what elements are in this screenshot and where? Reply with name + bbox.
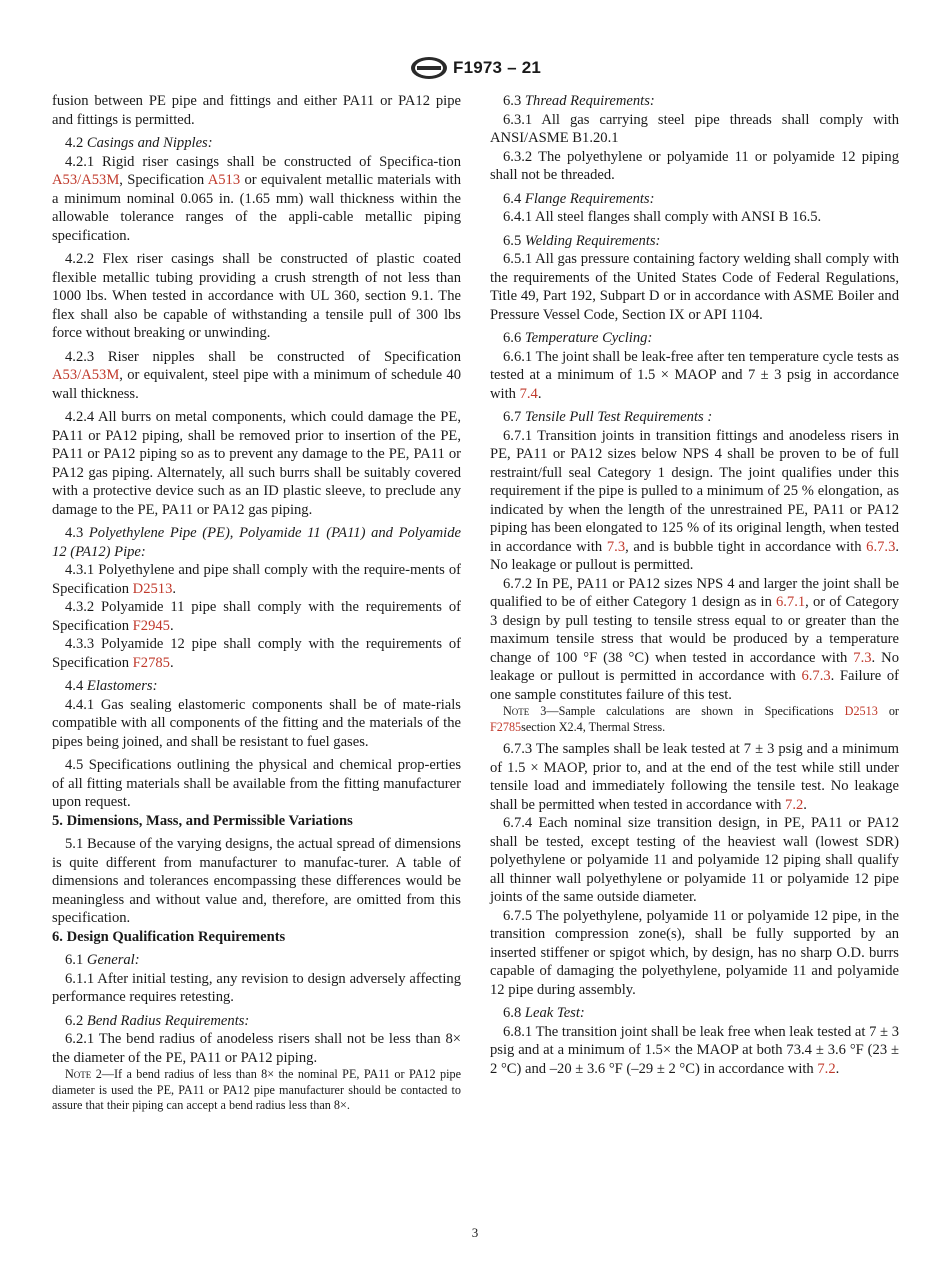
text: 6.7.2 In PE, PA11 or PA12 sizes NPS 4 and larger the joint shall be qualified to be of either Category 1 design as in xyxy=(490,575,899,610)
section-title: General: xyxy=(86,952,140,968)
paragraph-6-7-2 xyxy=(490,575,899,705)
paragraph-4-2-3 xyxy=(52,348,461,404)
text: , or of Category 3 design by pull testing to tensile stress equal to or greater than the maximum tensile stress that would be produced by a temperature change of 100 °F (38 °C) when tested in accordance with xyxy=(490,594,899,666)
reference-link[interactable]: 7.2 xyxy=(817,1060,836,1077)
text: . xyxy=(169,617,174,634)
reference-link[interactable]: 7.3 xyxy=(606,538,626,555)
reference-link[interactable]: 7.2 xyxy=(785,796,804,813)
text: . xyxy=(835,1060,840,1077)
section-number: 6.2 xyxy=(65,1012,84,1029)
section-title: Elastomers: xyxy=(86,678,158,694)
text: 4.3.2 Polyamide 11 pipe shall comply with the requirements of Specification xyxy=(52,599,461,634)
text: , and is bubble tight in accordance with xyxy=(625,538,867,555)
astm-logo xyxy=(409,56,449,80)
reference-link[interactable]: 6.7.3 xyxy=(801,668,831,684)
text: . xyxy=(537,385,542,402)
paragraph-6-2-1: 6.2.1 The bend radius of anodeless risers shall not be less than 8× the diameter of the PE, PA11 or PA12 piping. xyxy=(52,1031,461,1066)
note-label: Note 2 xyxy=(65,1067,102,1081)
text: . xyxy=(803,796,807,813)
text: 4.3.1 Polyethylene and pipe shall comply with the require-ments of Specification xyxy=(52,562,461,597)
paragraph-4-4-1: 4.4.1 Gas sealing elastomeric components shall be of mate-rials compatible with all components of the fitting and the materials of the pipes being joined, and shall be resistant to fuel gases. xyxy=(52,696,461,750)
reference-link[interactable]: 7.4 xyxy=(519,385,538,402)
reference-link[interactable]: A53/A53M xyxy=(52,367,120,383)
note-text: section X2.4, Thermal Stress. xyxy=(521,719,666,734)
page-number: 3 xyxy=(471,1225,479,1240)
section-number: 6.6 xyxy=(503,330,522,346)
reference-link[interactable]: 7.3 xyxy=(853,649,872,666)
text: 4.3.3 Polyamide 12 pipe shall comply with the requirements of Specification xyxy=(52,636,461,671)
text: 6.7.1 Transition joints in transition fittings and anodeless risers in PE, PA11 or PA12 sizes below NPS 4 shall be proven to be of full restraint/full seal Category 1 design. The joint qualifies under this requirement if the pipe is pulled to a minimum of 25 % elongation, as indicated by when the length of the unrestrained PE, PA11 or PA12 piping has been elongated to 125 % of its original length, when tested in accordance with xyxy=(490,427,899,555)
text: 6.6.1 The joint shall be leak-free after ten temperature cycle tests as tested at a minimum of 1.5 × MAOP and 7 ± 3 psig in accordance with xyxy=(490,348,899,402)
text: . xyxy=(169,654,174,671)
text: , or equivalent, steel pipe with a minimum of schedule 40 wall thickness. xyxy=(52,367,461,402)
section-title: Casings and Nipples: xyxy=(86,135,213,151)
paragraph-6-3-1: 6.3.1 All gas carrying steel pipe threads shall comply with ANSI/ASME B1.20.1 xyxy=(490,111,899,146)
section-6-3-heading xyxy=(490,92,899,111)
note-label: Note 3 xyxy=(503,704,547,718)
paragraph-6-7-3 xyxy=(490,740,899,814)
paragraph-4-2-2: 4.2.2 Flex riser casings shall be constructed of plastic coated flexible metallic tubing providing a crush strength of not less than 1000 lbs. When tested in accordance with UL 360, section 9.1. The flex shall also be capable of withstanding a tensile pull of 300 lbs force without breaking or unwinding. xyxy=(52,251,461,341)
paragraph-6-8-1 xyxy=(490,1023,899,1079)
section-4-2-heading xyxy=(52,134,461,153)
paragraph-6-7-4: 6.7.4 Each nominal size transition design, in PE, PA11 or PA12 shall be tested, except testing of the heaviest wall (lowest SDR) polyethylene or polyamide 11 and polyamide 12 piping shall qualify all thinner wall polyethylene or polyamide 11 or polyamide 12 pipe joints of the same outside diameter. xyxy=(490,815,899,905)
note-text: —Sample calculations are shown in Specifications xyxy=(546,704,845,718)
section-number: 4.3 xyxy=(65,525,84,541)
section-number: 6.4 xyxy=(503,190,522,207)
section-number: 4.2 xyxy=(65,135,84,151)
reference-link[interactable]: 6.7.1 xyxy=(775,594,806,610)
section-6-6-heading xyxy=(490,329,899,348)
paragraph-6-7-1 xyxy=(490,427,899,575)
note-text: or xyxy=(877,704,899,718)
paragraph-6-7-5: 6.7.5 The polyethylene, polyamide 11 or polyamide 12 pipe, in the transition compression zone(s), shall be fully supported by an inserted stiffener or spigot which, by design, has no sharp O.D. burrs capable of damaging the polyethylene, polyamide 11 and polyamide 12 pipe during assembly. xyxy=(490,907,899,998)
text: 6.7.3 The samples shall be leak tested at 7 ± 3 psig and a minimum of 1.5 × MAOP, prior to, and at the end of the test while still under tensile load and immediately following the tensile test. No leakage shall be permitted when tested in accordance with xyxy=(490,741,899,813)
paragraph-4-3-3 xyxy=(52,635,461,672)
paragraph-4-5: 4.5 Specifications outlining the physical and chemical prop-erties of all fitting materials shall be available from the fitting manufacturer upon request. xyxy=(52,757,461,810)
paragraph-6-3-2: 6.3.2 The polyethylene or polyamide 11 or polyamide 12 piping shall not be threaded. xyxy=(490,148,899,183)
reference-link[interactable]: A513 xyxy=(207,172,241,188)
paragraph-5-1: 5.1 Because of the varying designs, the actual spread of dimensions is quite different from manufacturer to manufac-turer. A table of dimensions and tolerances encompassing these differences would be meaningless and without value and, therefore, are omitted from this specification. xyxy=(52,836,461,926)
section-4-4-heading xyxy=(52,677,461,696)
text: or equivalent metallic materials with a minimum nominal 0.065 in. (1.65 mm) wall thickness within the allowable tolerance ranges of the appli-cable metallic piping specification. xyxy=(52,172,461,244)
section-title: Leak Test: xyxy=(524,1005,585,1021)
note-text: —If a bend radius of less than 8× the nominal PE, PA11 or PA12 pipe diameter is used the PE, PA11 or PA12 pipe manufacturer should be contacted to assure that their piping can accept a bend radius less than 8×. xyxy=(52,1067,462,1112)
paragraph-6-5-1: 6.5.1 All gas pressure containing factory welding shall comply with the requirements of the United States Code of Federal Regulations, Title 49, Part 192, Subpart D or in accordance with ASME Boiler and Pressure Vessel Code, Section IX or API 1104. xyxy=(490,251,899,323)
section-6-2-heading xyxy=(52,1012,461,1031)
section-4-3-heading xyxy=(52,524,461,561)
reference-link[interactable]: F2945 xyxy=(132,617,170,634)
reference-link[interactable]: A53/A53M xyxy=(52,172,120,188)
section-6-1-heading xyxy=(52,951,461,970)
section-5-heading: 5. Dimensions, Mass, and Permissible Variations xyxy=(52,812,353,829)
paragraph-4-3-2 xyxy=(52,598,461,635)
page-header xyxy=(0,56,950,82)
section-6-heading: 6. Design Qualification Requirements xyxy=(52,928,286,945)
text: 4.2.1 Rigid riser casings shall be constructed of Specifica-tion xyxy=(65,153,461,170)
document-id: F1973 – 21 xyxy=(452,58,541,77)
paragraph-4-2-1 xyxy=(52,153,461,246)
section-6-4-heading xyxy=(490,190,899,209)
section-number: 6.7 xyxy=(503,409,522,425)
paragraph-6-4-1: 6.4.1 All steel flanges shall comply with ANSI B 16.5. xyxy=(503,209,822,225)
section-title: Bend Radius Requirements: xyxy=(86,1012,250,1029)
section-title: Flange Requirements: xyxy=(524,190,655,207)
section-6-8-heading xyxy=(490,1004,899,1023)
paragraph-4-3-1 xyxy=(52,561,461,598)
text: 6.8.1 The transition joint shall be leak free when leak tested at 7 ± 3 psig and at a minimum of 1.5× the MAOP at both 73.4 ± 3.6 °F (23 ± 2 °C) and –20 ± 3.6 °F (–29 ± 2 °C) in accordance with xyxy=(490,1023,899,1077)
note-2 xyxy=(52,1067,461,1114)
section-title: Welding Requirements: xyxy=(524,232,661,249)
section-6-5-heading xyxy=(490,232,899,251)
section-title: Temperature Cycling: xyxy=(524,330,653,346)
text: . Failure of one sample constitutes failure of this test. xyxy=(490,668,899,703)
section-number: 4.4 xyxy=(65,678,84,694)
text: . No leakage or pullout is permitted. xyxy=(490,538,900,573)
text: . xyxy=(172,580,177,597)
left-column xyxy=(52,92,461,1114)
section-title: Tensile Pull Test Requirements : xyxy=(524,409,713,425)
section-number: 6.5 xyxy=(503,232,522,249)
text: . No leakage or pullout is permitted in accordance with xyxy=(490,649,899,684)
right-column xyxy=(490,92,899,1078)
paragraph-4-2-4: 4.2.4 All burrs on metal components, which could damage the PE, PA11 or PA12 piping, shall be removed prior to insertion of the PE, PA11 or PA12 piping so as to prevent any damage to the PE, PA11 or PA12 gas piping. Alternately, all such burrs shall be suitably covered with a protective device such as an ID plastic sleeve, to preclude any damage to the PE, PA11 or PA12 gas piping. xyxy=(52,409,461,518)
reference-link[interactable]: D2513 xyxy=(132,580,173,597)
section-title: Polyethylene Pipe (PE), Polyamide 11 (PA11) and Polyamide 12 (PA12) Pipe: xyxy=(52,525,461,560)
note-3 xyxy=(490,704,899,735)
reference-link[interactable]: D2513 xyxy=(844,704,878,718)
text: 4.2.3 Riser nipples shall be constructed of Specification xyxy=(65,348,461,365)
reference-link[interactable]: F2785 xyxy=(490,719,522,734)
text: , Specification xyxy=(119,172,208,188)
section-number: 6.1 xyxy=(65,952,84,968)
section-number: 6.8 xyxy=(503,1005,522,1021)
section-title: Thread Requirements: xyxy=(524,93,655,109)
section-number: 6.3 xyxy=(503,93,522,109)
section-6-7-heading xyxy=(490,408,899,427)
paragraph-6-6-1 xyxy=(490,348,899,404)
paragraph-6-1-1: 6.1.1 After initial testing, any revision to design adversely affecting performance requires retesting. xyxy=(52,970,461,1005)
reference-link[interactable]: F2785 xyxy=(132,654,170,671)
paragraph-fusion: fusion between PE pipe and fittings and either PA11 or PA12 pipe and fittings is permitted. xyxy=(52,93,461,128)
reference-link[interactable]: 6.7.3 xyxy=(866,538,896,555)
